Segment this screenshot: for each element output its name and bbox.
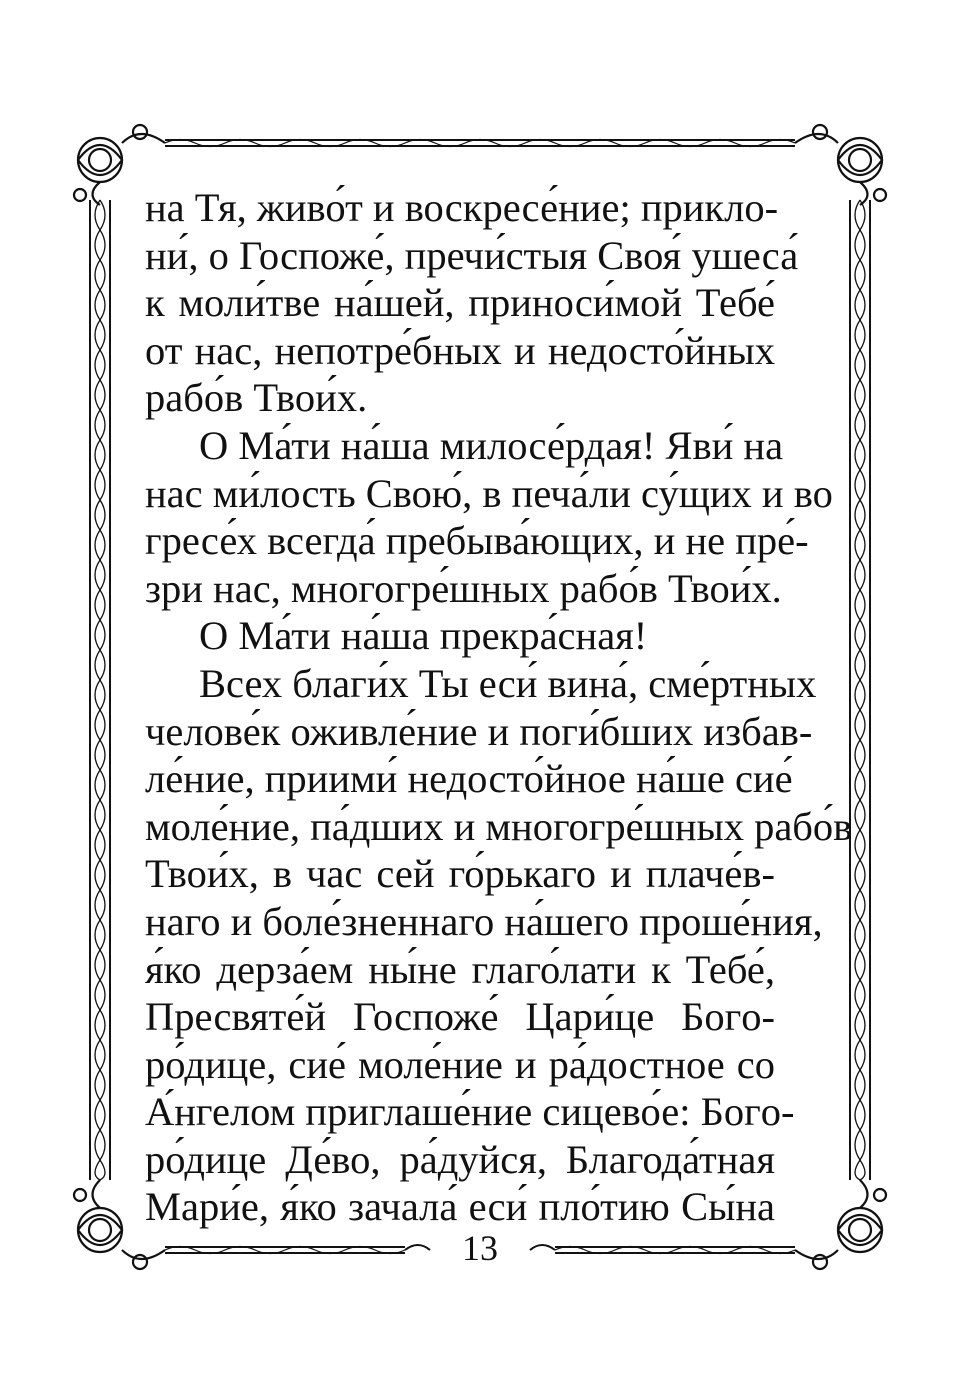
text-line: О Ма́ти на́ша прекра́сная! <box>199 613 648 659</box>
border-left <box>90 200 110 1180</box>
border-right <box>850 200 870 1180</box>
border-top <box>165 140 795 147</box>
text-line: я́ко дерза́ем ны́не глаго́лати к Тебе́, <box>145 946 775 992</box>
text-line: Пресвяте́й Госпоже́ Цари́це Богo- <box>145 994 775 1040</box>
corner-ornament-bottom-right <box>795 1180 886 1269</box>
text-line: ни́, о Госпоже́, пречи́стыя Своя́ ушеса́ <box>145 232 799 278</box>
text-line: челове́к оживле́ние и поги́бших избав- <box>145 708 813 754</box>
page-number: 13 <box>462 1228 498 1268</box>
text-line: нас ми́лость Свою́, в печа́ли су́щих и во <box>145 470 833 516</box>
text-line: моле́ние, па́дших и многогре́шных рабо́в <box>145 803 853 849</box>
text-line: зри нас, многогре́шных рабо́в Твои́х. <box>145 565 782 611</box>
text-line: на Тя, живо́т и воскресе́ние; приклo- <box>145 185 779 230</box>
text-line: ро́дице, сие́ моле́ние и ра́достное со <box>145 1041 775 1087</box>
corner-ornament-top-right <box>795 125 886 205</box>
text-line: ле́ние, приими́ недосто́йное на́ше сие́ <box>145 756 793 802</box>
text-line: Твои́х, в час сей го́рькаго и плаче́в- <box>145 851 775 897</box>
text-line: от нас, непотре́бных и недосто́йных <box>145 327 775 373</box>
text-line: рабо́в Твои́х. <box>145 375 368 421</box>
text-line: к моли́тве на́шей, приноси́мой Тебе́ <box>145 280 775 326</box>
text-line: наго и боле́зненнаго на́шего проше́ния, <box>145 898 823 944</box>
text-line: Всех благи́х Ты еси́ вина́, сме́ртных <box>199 660 817 706</box>
text-line: А́нгелом приглаше́ние сицево́е: Богo- <box>145 1089 795 1135</box>
text-line: гресе́х всегда́ пребыва́ющих, и не пре́- <box>145 518 809 564</box>
prayer-text <box>145 184 853 1231</box>
text-line: Мари́е, я́ко зачала́ еси́ пло́тию Сы́на <box>145 1184 775 1230</box>
text-line: О Ма́ти на́ша милосе́рдая! Яви́ на <box>199 422 784 468</box>
text-line: ро́дице Де́во, ра́дуйся, Благода́тная <box>145 1136 775 1182</box>
